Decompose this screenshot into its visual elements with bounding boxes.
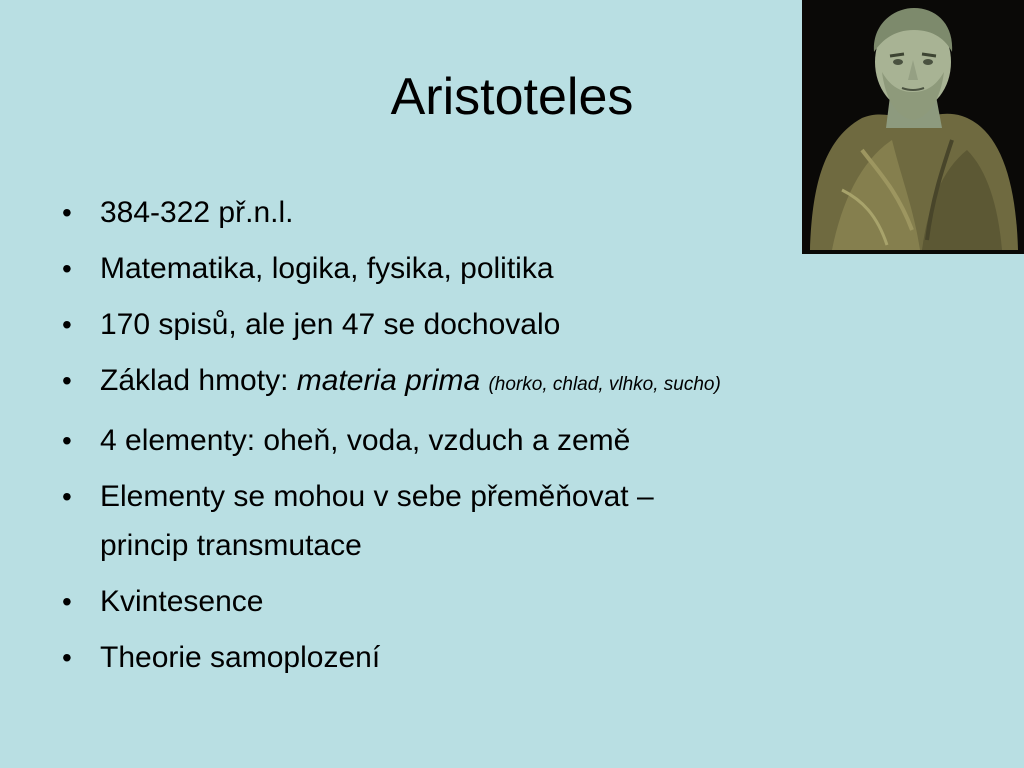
bullet-text: 4 elementy: oheň, voda, vzduch a země [100, 424, 631, 457]
bullet-italic-term: materia prima [296, 364, 481, 397]
bullet-marker: • [62, 365, 72, 396]
bullet-list [62, 188, 992, 689]
bullet-marker: • [62, 309, 72, 340]
bullet-text: Kvintesence [100, 585, 264, 618]
bullet-item [62, 633, 992, 682]
bullet-marker: • [62, 481, 72, 512]
bullet-text-line-1: Elementy se mohou v sebe přeměňovat – [100, 480, 654, 513]
bullet-text-line-2: princip transmutace [100, 529, 362, 562]
bullet-text: Základ hmoty: [100, 364, 297, 397]
slide-title: Aristoteles [390, 68, 634, 126]
bullet-text: 170 spisů, ale jen 47 se dochovalo [100, 308, 561, 341]
bullet-item [62, 416, 992, 465]
bullet-item [62, 356, 992, 409]
bullet-item [62, 188, 992, 237]
bullet-item [62, 577, 992, 626]
bullet-marker: • [62, 586, 72, 617]
bullet-marker: • [62, 642, 72, 673]
bullet-marker: • [62, 197, 72, 228]
bullet-item [62, 244, 992, 293]
bullet-item [62, 472, 992, 570]
bullet-text: Matematika, logika, fysika, politika [100, 252, 554, 285]
bullet-item [62, 300, 992, 349]
bullet-note: (horko, chlad, vlhko, sucho) [488, 374, 721, 395]
bullet-text: 384-322 př.n.l. [100, 196, 294, 229]
bullet-marker: • [62, 253, 72, 284]
bullet-marker: • [62, 425, 72, 456]
bullet-text: Theorie samoplození [100, 641, 381, 674]
